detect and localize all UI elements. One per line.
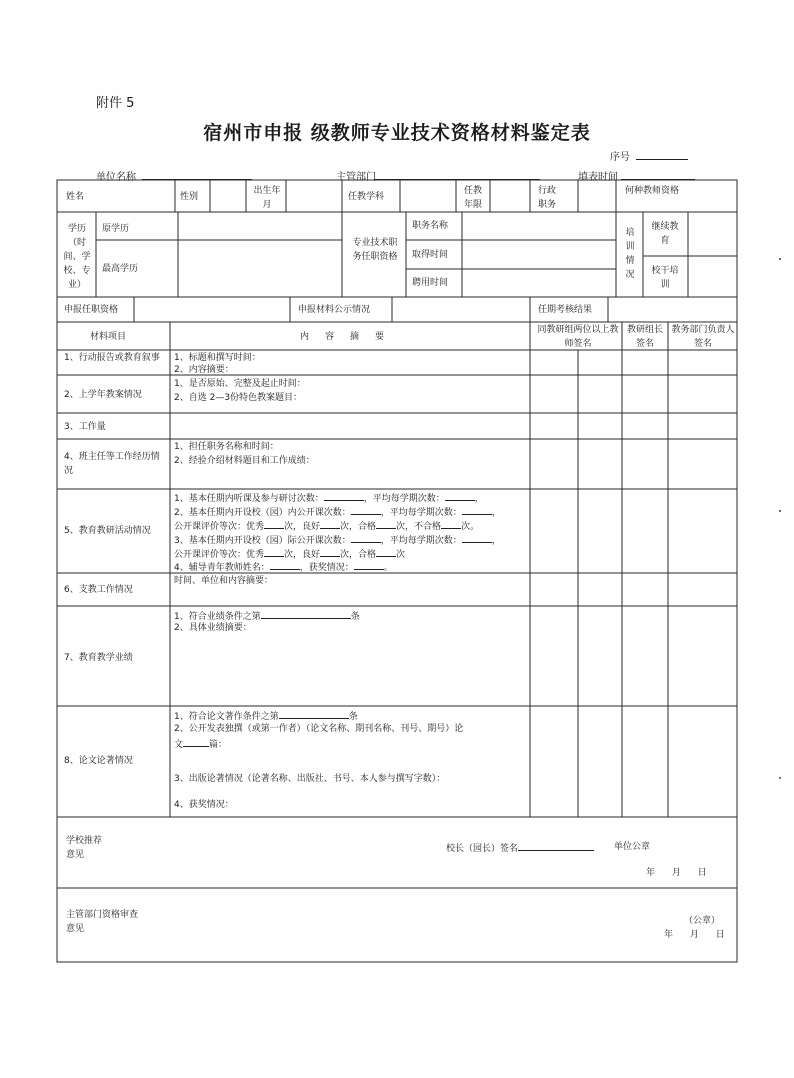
item-6-label: 6、支教工作情况 — [64, 585, 133, 595]
scan-speck — [779, 510, 781, 512]
item-5-line: 2、基本任期内开设校（园）内公开课次数： ，平均每学期次数： ， — [174, 504, 501, 520]
item-8-label: 8、论文论著情况 — [64, 756, 133, 766]
assess-label: 任期考核结果 — [538, 305, 593, 315]
item-5-line: 1、基本任期内听课及参与研讨次数： ，平均每学期次数： ， — [174, 490, 484, 506]
train-label: 培训情况 — [625, 228, 635, 280]
publicity-label: 申报材料公示情况 — [298, 305, 371, 315]
serial-label: 序号 — [610, 152, 630, 163]
item-7-line: 2、具体业绩摘要： — [174, 623, 252, 633]
item-head: 材料项目 — [90, 332, 127, 342]
unit-label: 单位名称 — [96, 172, 136, 183]
continue-edu-label: 继续教育 — [651, 222, 679, 246]
edu-label: 学历（时间、学校、专业） — [63, 224, 91, 290]
dept-date: 年 月 日 — [664, 930, 725, 940]
item-5-line: 3、基本任期内开设校（园）际公开课次数： ，平均每学期次数： ， — [174, 532, 501, 548]
item-2-label: 2、上学年教案情况 — [64, 390, 142, 400]
item-2-line: 2、自选 2—3份特色教案题目： — [174, 393, 303, 403]
item-4-label: 4、班主任等工作经历情况 — [64, 452, 160, 476]
item-5-line: 4、辅导青年教师姓名： ，获奖情况： 。 — [174, 559, 393, 575]
apply-label: 申报任职资格 — [64, 305, 119, 315]
item-5-line: 公开课评价等次：优秀 次，良好 次，合格 次 — [174, 546, 405, 562]
item-5-label: 5、教育教研活动情况 — [64, 526, 151, 536]
highest-edu-label: 最高学历 — [102, 264, 139, 274]
post-name-label: 职务名称 — [412, 221, 449, 231]
item-8-line: 3、出版论著情况（论著名称、出版社、书号、本人参与撰写字数）： — [174, 774, 446, 784]
date-label: 填表时间 — [578, 172, 618, 183]
leader-sign-head: 教研组长签名 — [626, 325, 663, 349]
item-1-line: 2、内容摘要： — [174, 365, 234, 375]
item-8-line: 2、公开发表独撰（或第一作者）（论文名称、期刊名称、刊号、期号）论 — [174, 724, 464, 734]
item-8-line: 1、符合论文著作条件之第 条 — [174, 708, 358, 724]
scan-speck — [779, 777, 781, 779]
admin-label: 行政职务 — [537, 186, 556, 210]
item-3-label: 3、工作量 — [64, 422, 106, 432]
item-1-label: 1、行动报告或教育叙事 — [64, 353, 160, 363]
principal-sign: 校长（园长）签名 — [446, 840, 594, 856]
item-4-line: 1、担任职务名称和时间： — [174, 442, 279, 452]
birth-label: 出生年月 — [253, 186, 281, 210]
school-label: 学校推荐意见 — [66, 836, 103, 860]
head-sign-head: 教务部门负责人签名 — [671, 325, 735, 349]
scan-speck — [779, 258, 781, 260]
qual-label: 何种教师资格 — [624, 186, 679, 196]
attachment-label: 附件 5 — [96, 96, 135, 111]
peer-sign-head: 同教研组两位以上教师签名 — [537, 325, 619, 349]
subject-label: 任教学科 — [348, 192, 385, 202]
item-7-label: 7、教育教学业绩 — [64, 653, 133, 663]
summary-head: 内容摘要 — [299, 332, 400, 342]
item-7-line: 1、符合业绩条件之第 条 — [174, 608, 360, 624]
hire-label: 聘用时间 — [412, 278, 449, 288]
item-2-line: 1、是否原始、完整及起止时间： — [174, 379, 306, 389]
item-1-line: 1、标题和撰写时间： — [174, 353, 261, 363]
obtain-label: 取得时间 — [412, 250, 449, 260]
school-seal-label: 单位公章 — [614, 842, 651, 852]
dept-seal-label: （公章） — [684, 916, 721, 926]
item-6-line: 时间、单位和内容摘要： — [174, 576, 274, 586]
dept-label: 主管部门 — [336, 172, 376, 183]
item-4-line: 2、经验介绍材料题目和工作成绩： — [174, 456, 315, 466]
name-label: 姓名 — [66, 192, 85, 202]
school-train-label: 校干培训 — [651, 266, 679, 290]
item-8-line: 文 篇： — [174, 736, 227, 752]
dept-review-label: 主管部门资格审查意见 — [66, 910, 139, 934]
gender-label: 性别 — [180, 192, 199, 202]
title-block-label: 专业技术职务任职资格 — [352, 238, 398, 262]
school-date: 年 月 日 — [646, 868, 707, 878]
form-title: 宿州市申报 级教师专业技术资格材料鉴定表 — [203, 122, 591, 144]
years-label: 任教年限 — [463, 186, 482, 210]
item-5-line: 公开课评价等次：优秀 次，良好 次，合格 次，不合格 次。 — [174, 518, 479, 534]
item-8-line: 4、获奖情况： — [174, 800, 234, 810]
orig-edu-label: 原学历 — [102, 224, 130, 234]
